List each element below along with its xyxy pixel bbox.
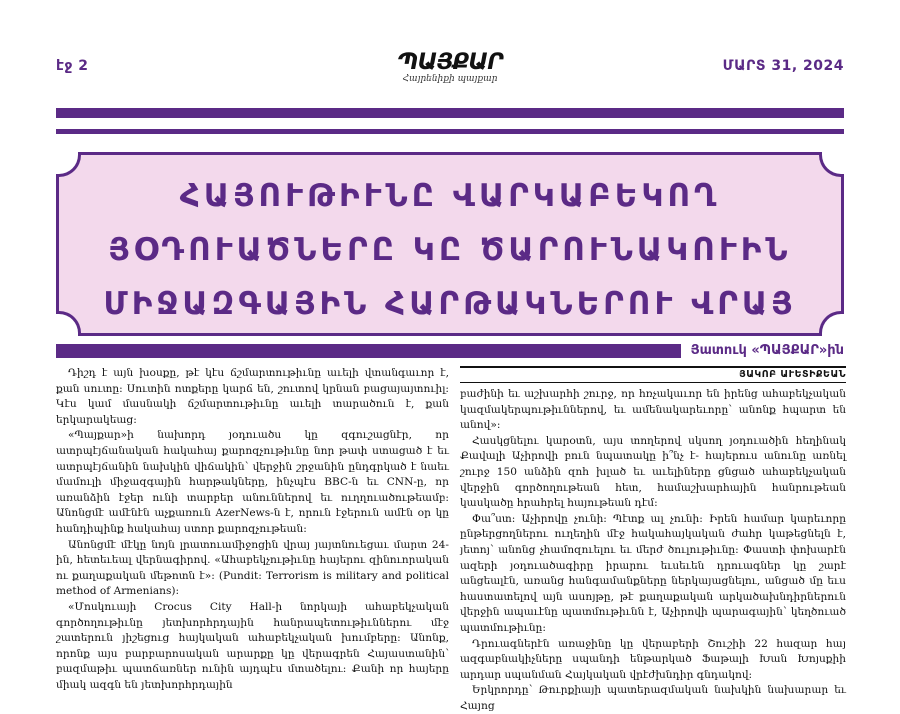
headline-line-3: ՄԻՋԱԶԳԱՅԻՆ ՀԱՐԹԱԿՆԵՐՈՒ ՎՐԱՅ (103, 286, 797, 322)
paragraph: Հասկցնելու կարօտն, այս տողերով սկսող յօդուածին հեղինակ Քավալի Աչիրովի բուն նպատակը ի՞նչ է- հայերուս անունը առնել շուրջ 150 անձին զոհ խլած եւ աւելիները ցնցած ահաբեկչական վերջին գործողութեան հետ, համաշխարհային հանրութեան կասկածը հրահրել հայութեան դէմ: (460, 434, 846, 510)
page-number: էջ 2 (56, 58, 89, 74)
headline-box (56, 152, 844, 336)
headline-line-2: ՅՕԴՈՒԱԾՆԵՐԸ ԿԸ ԾԱՐՈՒՆԱԿՈՒԻՆ (108, 232, 792, 268)
page-header (56, 52, 844, 86)
logo-title: ՊԱՅՔԱՐ (397, 50, 503, 75)
corner-ornament (56, 152, 81, 177)
paragraph: «Պայքար»ի նախորդ յօդուածս կը զգուշացնէր, որ ատրպէյճանական հակահայ քարոզչութիւնը նոր թափ ստացած է եւ ատրպէյճանին նախկին վիճակին՝ վերջին շրջանին ընդգրկած է նաեւ մամուլի միջազգային հարթակները, ինչպէս BBC-ն եւ CNN-ը, որ առանձին էջեր ունի տարբեր անուններով եւ ուղղուածութեամբ: Անոնցմէ ամէնէն աչքառուն AzerNews-ն է, որուն էջերուն ամէն օր կը հանդիպինք հակահայ ստոր քարոզչութեան: (56, 429, 449, 535)
paragraph: Փա՞ստ: Աչիրովը չունի: Պէտք ալ չունի: Իրեն համար կարեւորը ընթերցողներու ուղեղին մէջ հակահայկական ժահր կաթեցնելն է, յետոյ՝ անոնց չհամոզուելու եւ մերժ ծուլութիւնը: Փաստի փոխարէն ազերի յօդուածագիրը իրարու եւսեւեն դրուագներ կը շարէ անցեալէն, առանց հանգամանքները ներկայացնելու, անցած մը եւս հաստատելով այն ասոյթը, թէ քաղաքական արկածախնդիրներուն վերջին ապաւէնը պատմութիւնն է, Աչիրովի պարագային՝ կեղծուած պատմութիւնը: (460, 512, 846, 634)
byline: Յատուկ «ՊԱՅՔԱՐ»ին (681, 340, 844, 362)
article-headline (79, 169, 821, 331)
headline-line-1: ՀԱՅՈՒԹԻՒՆԸ ՎԱՐԿԱԲԵԿՈՂ (179, 178, 721, 214)
divider-thick (56, 108, 844, 118)
article-column-left (56, 366, 449, 693)
author-bar (460, 366, 846, 383)
paragraph: Դրուագներէն առաջինը կը վերաբերի Շուշիի 22 հազար հայ ազգաբնակիչները սպանդի ենթարկած Ֆաթալի Խան Խոյսքիի արդար սպանման Հայկական վրէժխնդիր գնդակով: (460, 637, 846, 681)
newspaper-logo (397, 52, 502, 84)
corner-ornament (819, 311, 844, 336)
paragraph: «Մոսկուայի Crocus City Hall-ի նորկայի ահաբեկչական գործողութիւնը յետխորհրդային հանրապետութիւններու մէջ շատերուն յիշեցուց հայկական ահաբեկչական խումբերը: Անոնք, որոնք այս բարբարոսական արարքը կը վերագրեն Հայաստանին՝ բազմաթիւ պատճառներ ունին այդպէս մտածելու: Քանի որ հայերը միակ ազգն են յետխորհրդային (56, 600, 449, 691)
divider-thin (56, 129, 844, 134)
corner-ornament (56, 311, 81, 336)
author-name: ՅԱԿՈԲ ԱՒԵՏԻՔԵԱՆ (739, 369, 846, 380)
paragraph: Դիշդ է այն խօսքը, թէ կէս ճշմարտութիւնը աւելի վտանգաւոր է, քան սուտը: Սուտին ոտքերը կարճ են, շուտով կրնան բացայայտուիլ: Կէս կամ մասնակի ճշմարտութիւնը աւելի տարածուն է, քան երկարակեաց: (56, 367, 449, 426)
article-column-right (460, 366, 846, 714)
paragraph: բաժինի եւ աշխարհի շուրջ, որ հռչակաւոր են իրենց ահաբեկչական կազմակերպութիւններով, եւ ամենակարեւորը՝ անոնք հպարտ են անով»: (460, 388, 846, 432)
corner-ornament (819, 152, 844, 177)
issue-date: ՄԱՐՏ 31, 2024 (722, 58, 844, 74)
logo-subtitle: Հայրենիքի պայքար (402, 74, 498, 84)
paragraph: Երկրորդը՝ Թուրքիայի պատերազմական նախկին նախարար եւ Հայոց (460, 684, 846, 712)
paragraph: Անոնցմէ մէկը նոյն լրատուամիջոցին վրայ յայտնուեցաւ մարտ 24-ին, հետեւեալ վերնագիրով. «Ահաբեկչութիւնը հայերու զինուորական ու քաղաքական մեթոտն է»: (Pundit: Terrorism is military and political method of Armenians): (56, 538, 449, 598)
